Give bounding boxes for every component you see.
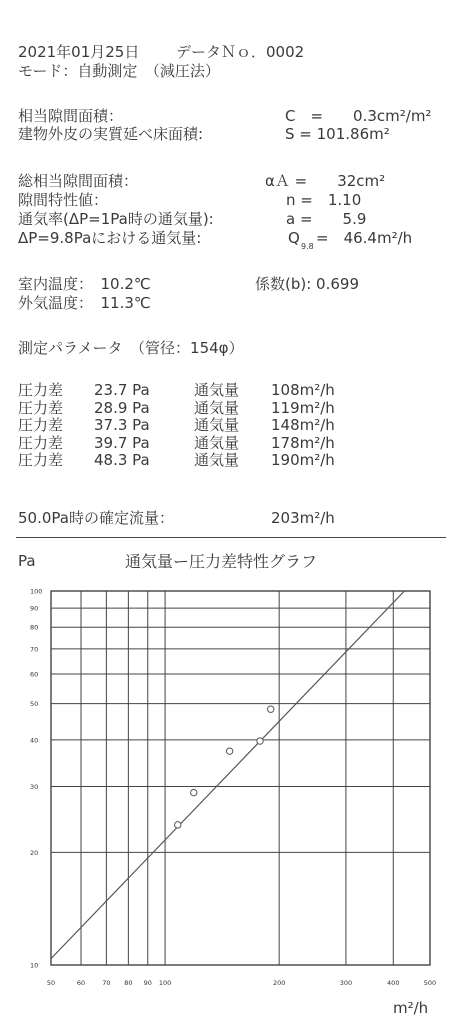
n-label: 隙間特性値： — [18, 191, 109, 209]
x-tick-label: 70 — [102, 979, 111, 987]
x-tick-label: 90 — [143, 979, 152, 987]
pressure-label: 圧力差 — [18, 451, 64, 469]
flow-label: 通気量 — [194, 451, 240, 469]
s-value: S = 101.86m² — [285, 125, 390, 143]
flow-value: 190m²/h — [271, 451, 335, 469]
data-point — [226, 748, 232, 754]
flow-label: 通気量 — [194, 433, 240, 452]
y-tick-label: 90 — [30, 604, 39, 613]
date-text: 2021年01月25日 — [18, 43, 140, 61]
parameters-title: 測定パラメータ （管径：154φ） — [18, 339, 244, 357]
pressure-label: 圧力差 — [18, 433, 64, 452]
mode-text: モード：自動測定 （減圧法） — [18, 62, 220, 80]
x-tick-label: 60 — [76, 979, 86, 987]
x-tick-label: 200 — [272, 979, 286, 987]
y-tick-label: 30 — [30, 783, 39, 792]
pressure-label: 圧力差 — [18, 416, 64, 434]
flow-value: 108m²/h — [271, 381, 335, 399]
flow-label: 通気量 — [194, 416, 240, 434]
characteristic-chart — [0, 564, 470, 1024]
c-label: 相当隙間面積： — [18, 107, 124, 125]
outdoor-temp: 外気温度： 11.3℃ — [18, 294, 151, 312]
x-tick-label: 300 — [339, 979, 353, 987]
pressure-label: 圧力差 — [18, 381, 64, 399]
pressure-value: 23.7 Pa — [94, 381, 150, 399]
data-point — [175, 822, 181, 828]
pressure-value: 48.3 Pa — [94, 451, 150, 469]
y-tick-label: 80 — [30, 623, 39, 632]
coefficient: 係数(b): 0.699 — [255, 275, 359, 293]
y-tick-label: 100 — [30, 587, 43, 596]
y-tick-label: 50 — [30, 700, 39, 709]
q-symbol: Q — [288, 229, 300, 247]
s-label: 建物外皮の実質延べ床面積: — [18, 125, 204, 143]
y-tick-label: 40 — [30, 736, 39, 745]
x-tick-label: 50 — [46, 979, 56, 987]
y-tick-label: 10 — [30, 961, 39, 970]
pressure-value: 37.3 Pa — [94, 416, 150, 434]
measurement-row — [18, 452, 438, 469]
y-tick-label: 60 — [30, 670, 39, 679]
pressure-value: 39.7 Pa — [94, 433, 150, 452]
y-tick-label: 20 — [30, 848, 39, 857]
q-subscript: 9.8 — [301, 242, 314, 251]
data-point — [191, 789, 197, 795]
chart-ylabel: Pa — [18, 552, 36, 570]
a-label: 通気率(ΔP=1Pa時の通気量): — [18, 210, 214, 228]
x-tick-label: 100 — [158, 979, 172, 987]
measurement-row — [18, 435, 438, 452]
confirmed-value: 203m²/h — [271, 509, 335, 527]
chart-xlabel: m²/h — [393, 999, 429, 1017]
y-tick-label: 70 — [30, 645, 39, 654]
chart-title: 通気量ー圧力差特性グラフ — [125, 552, 318, 571]
q-label: ΔP=9.8Paにおける通気量: — [18, 229, 202, 247]
measurement-list — [18, 382, 438, 482]
data-point — [257, 738, 263, 744]
flow-value: 119m²/h — [271, 398, 335, 417]
pressure-label: 圧力差 — [18, 398, 64, 417]
flow-value: 178m²/h — [271, 433, 335, 452]
indoor-temp: 室内温度： 10.2℃ — [18, 275, 151, 293]
flow-value: 148m²/h — [271, 416, 335, 434]
pressure-value: 28.9 Pa — [94, 398, 150, 417]
alpha-a-value: αＡ = 32cm² — [265, 172, 386, 190]
confirmed-label: 50.0Pa時の確定流量： — [18, 509, 174, 527]
x-tick-label: 500 — [423, 979, 437, 987]
q-value: = 46.4m²/h — [316, 229, 413, 247]
a-value: a = 5.9 — [286, 210, 367, 228]
x-tick-label: 400 — [387, 979, 400, 987]
plot-frame — [51, 591, 430, 965]
measurement-row — [18, 417, 438, 434]
measurement-row — [18, 400, 438, 417]
x-tick-label: 80 — [124, 979, 133, 987]
q-value-line — [288, 229, 448, 251]
flow-label: 通気量 — [194, 398, 240, 417]
data-number: データＮｏ．0002 — [176, 43, 305, 61]
data-point — [268, 706, 274, 712]
alpha-a-label: 総相当隙間面積： — [18, 172, 139, 190]
c-value: C = 0.3cm²/m² — [285, 107, 432, 125]
n-value: n = 1.10 — [286, 191, 362, 209]
flow-label: 通気量 — [194, 381, 240, 399]
fit-line — [51, 591, 404, 959]
measurement-row — [18, 382, 438, 399]
divider — [16, 537, 446, 538]
